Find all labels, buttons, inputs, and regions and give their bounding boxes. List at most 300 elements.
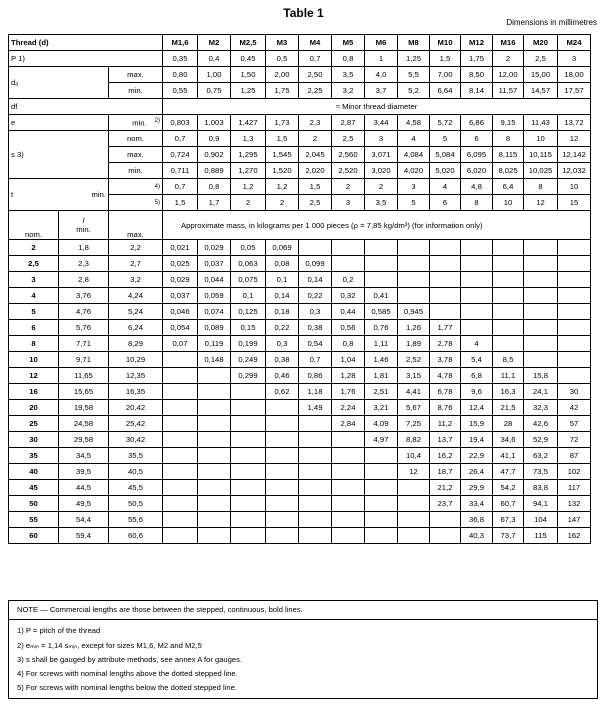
mass-value: 0,41 [365, 288, 398, 304]
empty-cell [493, 336, 524, 352]
mass-value: 9,6 [461, 384, 493, 400]
empty-cell [558, 288, 591, 304]
empty-cell [493, 320, 524, 336]
mass-value: 7,25 [398, 416, 430, 432]
empty-cell [198, 368, 231, 384]
mass-value: 0,1 [231, 288, 266, 304]
size-header: M8 [398, 35, 430, 51]
s-nom-value: 12 [558, 131, 591, 147]
e-value: 2,3 [299, 115, 332, 131]
s-max-value: 1,295 [231, 147, 266, 163]
da-max-value: 3,5 [332, 67, 365, 83]
mass-value: 0,76 [365, 320, 398, 336]
size-header: M5 [332, 35, 365, 51]
mass-value: 12 [398, 464, 430, 480]
e-row [9, 115, 591, 131]
mass-value: 0,069 [266, 240, 299, 256]
empty-cell [558, 304, 591, 320]
s-min-value: 10,025 [524, 163, 558, 179]
mass-value: 0,099 [299, 256, 332, 272]
empty-cell [266, 464, 299, 480]
s-nom-value: 8 [493, 131, 524, 147]
empty-cell [332, 512, 365, 528]
da-max-value: 1,50 [231, 67, 266, 83]
mass-value: 1,04 [332, 352, 365, 368]
pitch-value: 0,4 [198, 51, 231, 67]
t-value: 1,5 [299, 179, 332, 195]
da-max-value: 2,50 [299, 67, 332, 83]
length-nom: 6 [9, 320, 59, 336]
empty-cell [231, 480, 266, 496]
mass-value: 0,044 [198, 272, 231, 288]
empty-cell [299, 480, 332, 496]
e-value: 3,44 [365, 115, 398, 131]
t-value: 2 [365, 179, 398, 195]
s-max-value: 2,560 [332, 147, 365, 163]
s-max-value: 3,071 [365, 147, 398, 163]
empty-cell [299, 432, 332, 448]
empty-cell [430, 288, 461, 304]
length-min: 11,65 [59, 368, 109, 384]
mass-value: 42 [558, 400, 591, 416]
length-nom: 30 [9, 432, 59, 448]
empty-cell [365, 512, 398, 528]
length-nom: 35 [9, 448, 59, 464]
mass-value: 28 [493, 416, 524, 432]
empty-cell [231, 512, 266, 528]
mass-value: 32,3 [524, 400, 558, 416]
pitch-value: 2 [493, 51, 524, 67]
mass-value: 1,81 [365, 368, 398, 384]
length-max: 4,24 [109, 288, 163, 304]
da-min-value: 2,25 [299, 83, 332, 99]
mass-value: 3,15 [398, 368, 430, 384]
da-max-value: 0,80 [163, 67, 198, 83]
empty-cell [461, 240, 493, 256]
da-max-value: 8,50 [461, 67, 493, 83]
mass-value: 0,199 [231, 336, 266, 352]
mass-value: 0,38 [299, 320, 332, 336]
mass-value: 0,029 [163, 272, 198, 288]
empty-cell [266, 480, 299, 496]
s-min-value: 1,270 [231, 163, 266, 179]
empty-cell [365, 480, 398, 496]
empty-cell [461, 256, 493, 272]
mass-value: 16,3 [493, 384, 524, 400]
footnotes [8, 600, 598, 699]
mass-value: 2,78 [430, 336, 461, 352]
size-header: M16 [493, 35, 524, 51]
mass-value: 132 [558, 496, 591, 512]
mass-value: 33,4 [461, 496, 493, 512]
da-min-value: 3,2 [332, 83, 365, 99]
empty-cell [231, 384, 266, 400]
mass-value: 16,2 [430, 448, 461, 464]
empty-cell [461, 320, 493, 336]
length-min: 7,71 [59, 336, 109, 352]
empty-cell [332, 528, 365, 544]
empty-cell [231, 528, 266, 544]
footnote-3: 3) s shall be gauged by attribute methods, see annex A for gauges. [17, 654, 243, 664]
empty-cell [524, 336, 558, 352]
empty-cell [299, 416, 332, 432]
mass-value: 102 [558, 464, 591, 480]
nom-label: nom. [109, 131, 163, 147]
dimensions-table [8, 34, 591, 544]
empty-cell [231, 432, 266, 448]
empty-cell [365, 496, 398, 512]
mass-value: 0,037 [198, 256, 231, 272]
mass-value: 19,4 [461, 432, 493, 448]
mass-value: 26,4 [461, 464, 493, 480]
length-max: 12,35 [109, 368, 163, 384]
length-nom: 55 [9, 512, 59, 528]
empty-cell [461, 288, 493, 304]
mass-value: 1,11 [365, 336, 398, 352]
length-row [9, 400, 591, 416]
empty-cell [398, 240, 430, 256]
e-value: 2,87 [332, 115, 365, 131]
e-note: 2) [154, 117, 160, 124]
length-row [9, 256, 591, 272]
length-nom: 5 [9, 304, 59, 320]
mass-value: 0,249 [231, 352, 266, 368]
mass-value: 21,2 [430, 480, 461, 496]
da-min-value: 11,57 [493, 83, 524, 99]
pitch-value: 0,35 [163, 51, 198, 67]
empty-cell [430, 240, 461, 256]
t-value: 0,8 [198, 179, 231, 195]
t-label: t [9, 179, 59, 211]
length-min: 9,71 [59, 352, 109, 368]
empty-cell [524, 352, 558, 368]
e-value: 1,73 [266, 115, 299, 131]
empty-cell [163, 384, 198, 400]
s-nom-value: 0,9 [198, 131, 231, 147]
s-nom-value: 1,5 [266, 131, 299, 147]
empty-cell [198, 384, 231, 400]
mass-value: 0,119 [198, 336, 231, 352]
mass-value: 29,9 [461, 480, 493, 496]
mass-value: 0,3 [266, 336, 299, 352]
pitch-value: 0,7 [299, 51, 332, 67]
da-max-value: 5,5 [398, 67, 430, 83]
l-min-label: min. [76, 225, 91, 234]
header-row [9, 35, 591, 51]
mass-value: 0,3 [299, 304, 332, 320]
footnote-2: 2) eₘᵢₙ = 1,14 sₘᵢₙ, except for sizes M1,6, M2 and M2,5 [17, 640, 202, 650]
length-nom: 12 [9, 368, 59, 384]
t-value: 1,2 [266, 179, 299, 195]
empty-cell [163, 368, 198, 384]
s-min-value: 0,889 [198, 163, 231, 179]
t-value: 10 [558, 179, 591, 195]
pitch-value: 1,75 [461, 51, 493, 67]
mass-value: 4,97 [365, 432, 398, 448]
empty-cell [365, 272, 398, 288]
size-header: M20 [524, 35, 558, 51]
mass-value: 41,1 [493, 448, 524, 464]
mass-value: 0,074 [198, 304, 231, 320]
mass-value: 8,82 [398, 432, 430, 448]
mass-value: 1,18 [299, 384, 332, 400]
t-value: 0,7 [163, 179, 198, 195]
pitch-label: P 1) [9, 51, 163, 67]
length-row [9, 448, 591, 464]
empty-cell [266, 496, 299, 512]
thread-label: Thread (d) [9, 35, 163, 51]
size-header: M24 [558, 35, 591, 51]
empty-cell [398, 272, 430, 288]
length-nom: 50 [9, 496, 59, 512]
s-max-value: 6,095 [461, 147, 493, 163]
s-min-value: 2,520 [332, 163, 365, 179]
mass-value: 1,76 [332, 384, 365, 400]
length-min: 24,58 [59, 416, 109, 432]
mass-value: 0,046 [163, 304, 198, 320]
length-max: 2,2 [109, 240, 163, 256]
mass-value: 83,8 [524, 480, 558, 496]
length-row [9, 240, 591, 256]
s-max-value: 4,084 [398, 147, 430, 163]
pitch-value: 3 [558, 51, 591, 67]
s-nom-value: 6 [461, 131, 493, 147]
length-row [9, 304, 591, 320]
s-max-value: 2,045 [299, 147, 332, 163]
mass-value: 0,56 [332, 320, 365, 336]
t-note-5: 5) [109, 195, 163, 211]
length-row [9, 288, 591, 304]
s-nom-value: 0,7 [163, 131, 198, 147]
empty-cell [198, 512, 231, 528]
length-max: 55,6 [109, 512, 163, 528]
da-min-value: 17,57 [558, 83, 591, 99]
t-value: 4,8 [461, 179, 493, 195]
mass-value: 0,14 [266, 288, 299, 304]
da-min-value: 0,75 [198, 83, 231, 99]
mass-value: 0,14 [299, 272, 332, 288]
empty-cell [266, 528, 299, 544]
empty-cell [558, 368, 591, 384]
mass-value: 117 [558, 480, 591, 496]
mass-value: 2,84 [332, 416, 365, 432]
e-min-cell [109, 115, 163, 131]
length-row [9, 320, 591, 336]
empty-cell [558, 336, 591, 352]
mass-value: 147 [558, 512, 591, 528]
mass-value: 1,49 [299, 400, 332, 416]
mass-value: 0,38 [266, 352, 299, 368]
s-label: s 3) [9, 131, 109, 179]
size-header: M4 [299, 35, 332, 51]
empty-cell [430, 512, 461, 528]
empty-cell [198, 480, 231, 496]
empty-cell [163, 448, 198, 464]
length-row [9, 464, 591, 480]
empty-cell [558, 256, 591, 272]
empty-cell [398, 288, 430, 304]
mass-value: 15,8 [524, 368, 558, 384]
mass-value: 0,063 [231, 256, 266, 272]
s-min-value: 4,020 [398, 163, 430, 179]
mass-value: 13,7 [430, 432, 461, 448]
length-nom: 2 [9, 240, 59, 256]
e-value: 1,003 [198, 115, 231, 131]
da-label: dₐ [9, 67, 109, 99]
empty-cell [332, 240, 365, 256]
mass-value: 0,22 [266, 320, 299, 336]
length-row [9, 496, 591, 512]
mass-value: 0,148 [198, 352, 231, 368]
length-nom: 3 [9, 272, 59, 288]
e-value: 9,15 [493, 115, 524, 131]
empty-cell [231, 416, 266, 432]
t-value: 2 [231, 195, 266, 211]
mass-value: 2,51 [365, 384, 398, 400]
e-min-label: min. [132, 118, 147, 128]
da-min-value: 6,64 [430, 83, 461, 99]
empty-cell [163, 528, 198, 544]
mass-value: 0,1 [266, 272, 299, 288]
mass-value: 0,059 [198, 288, 231, 304]
length-nom: 16 [9, 384, 59, 400]
max-label: max. [109, 67, 163, 83]
mass-value: 21,5 [493, 400, 524, 416]
max-label: max. [109, 147, 163, 163]
length-min: 49,5 [59, 496, 109, 512]
length-header-row [9, 211, 591, 240]
length-row [9, 384, 591, 400]
size-header: M10 [430, 35, 461, 51]
t-value: 10 [493, 195, 524, 211]
empty-cell [524, 240, 558, 256]
empty-cell [461, 304, 493, 320]
mass-value: 3,78 [430, 352, 461, 368]
mass-value: 0,021 [163, 240, 198, 256]
empty-cell [430, 304, 461, 320]
e-value: 4,58 [398, 115, 430, 131]
mass-value: 115 [524, 528, 558, 544]
length-max: 40,5 [109, 464, 163, 480]
mass-value: 0,037 [163, 288, 198, 304]
length-row [9, 368, 591, 384]
mass-value: 0,05 [231, 240, 266, 256]
t-value: 2 [266, 195, 299, 211]
mass-value: 0,7 [299, 352, 332, 368]
da-max-row [9, 67, 591, 83]
s-max-value: 0,902 [198, 147, 231, 163]
mass-value: 162 [558, 528, 591, 544]
empty-cell [198, 416, 231, 432]
e-value: 6,86 [461, 115, 493, 131]
empty-cell [332, 464, 365, 480]
e-value: 0,803 [163, 115, 198, 131]
empty-cell [266, 432, 299, 448]
empty-cell [430, 256, 461, 272]
t-note-4: 4) [109, 179, 163, 195]
empty-cell [299, 240, 332, 256]
note-line: NOTE — Commercial lengths are those between the stepped, continuous, bold lines. [9, 601, 597, 620]
mass-value: 36,8 [461, 512, 493, 528]
s-nom-value: 1,3 [231, 131, 266, 147]
empty-cell [299, 496, 332, 512]
length-max: 16,35 [109, 384, 163, 400]
pitch-value: 0,5 [266, 51, 299, 67]
t-value: 4 [430, 179, 461, 195]
da-max-value: 15,00 [524, 67, 558, 83]
mass-value: 12,4 [461, 400, 493, 416]
footnote-1: 1) P = pitch of the thread [17, 626, 101, 636]
length-max: 25,42 [109, 416, 163, 432]
length-nom: 8 [9, 336, 59, 352]
pitch-value: 1,25 [398, 51, 430, 67]
length-row [9, 480, 591, 496]
s-min-value: 2,020 [299, 163, 332, 179]
s-min-value: 0,711 [163, 163, 198, 179]
mass-value: 34,6 [493, 432, 524, 448]
da-min-value: 3,7 [365, 83, 398, 99]
pitch-value: 1 [365, 51, 398, 67]
length-max: 8,29 [109, 336, 163, 352]
pitch-value: 0,8 [332, 51, 365, 67]
empty-cell [332, 448, 365, 464]
length-nom: 2,5 [9, 256, 59, 272]
mass-value: 60,7 [493, 496, 524, 512]
empty-cell [398, 512, 430, 528]
empty-cell [558, 272, 591, 288]
table-title: Table 1 [283, 6, 324, 20]
empty-cell [198, 464, 231, 480]
mass-value: 0,299 [231, 368, 266, 384]
empty-cell [365, 528, 398, 544]
mass-value: 4,41 [398, 384, 430, 400]
mass-value: 8,5 [493, 352, 524, 368]
length-min: 15,65 [59, 384, 109, 400]
length-max: 2,7 [109, 256, 163, 272]
s-min-value: 3,020 [365, 163, 398, 179]
empty-cell [461, 272, 493, 288]
length-max: 6,24 [109, 320, 163, 336]
empty-cell [231, 464, 266, 480]
s-nom-value: 3 [365, 131, 398, 147]
empty-cell [231, 496, 266, 512]
s-min-value: 5,020 [430, 163, 461, 179]
mass-value: 0,54 [299, 336, 332, 352]
mass-value: 15,9 [461, 416, 493, 432]
mass-value: 94,1 [524, 496, 558, 512]
da-min-value: 1,75 [266, 83, 299, 99]
l-min-header [59, 211, 109, 240]
mass-value: 63,2 [524, 448, 558, 464]
mass-value: 6,78 [430, 384, 461, 400]
t-value: 1,7 [198, 195, 231, 211]
t-value: 3,5 [365, 195, 398, 211]
empty-cell [493, 304, 524, 320]
empty-cell [266, 512, 299, 528]
s-nom-value: 2 [299, 131, 332, 147]
mass-value: 57 [558, 416, 591, 432]
empty-cell [430, 272, 461, 288]
empty-cell [198, 528, 231, 544]
empty-cell [332, 256, 365, 272]
mass-value: 23,7 [430, 496, 461, 512]
mass-value: 0,15 [231, 320, 266, 336]
da-min-value: 0,55 [163, 83, 198, 99]
empty-cell [231, 400, 266, 416]
length-min: 5,76 [59, 320, 109, 336]
s-min-value: 8,025 [493, 163, 524, 179]
e-value: 1,427 [231, 115, 266, 131]
